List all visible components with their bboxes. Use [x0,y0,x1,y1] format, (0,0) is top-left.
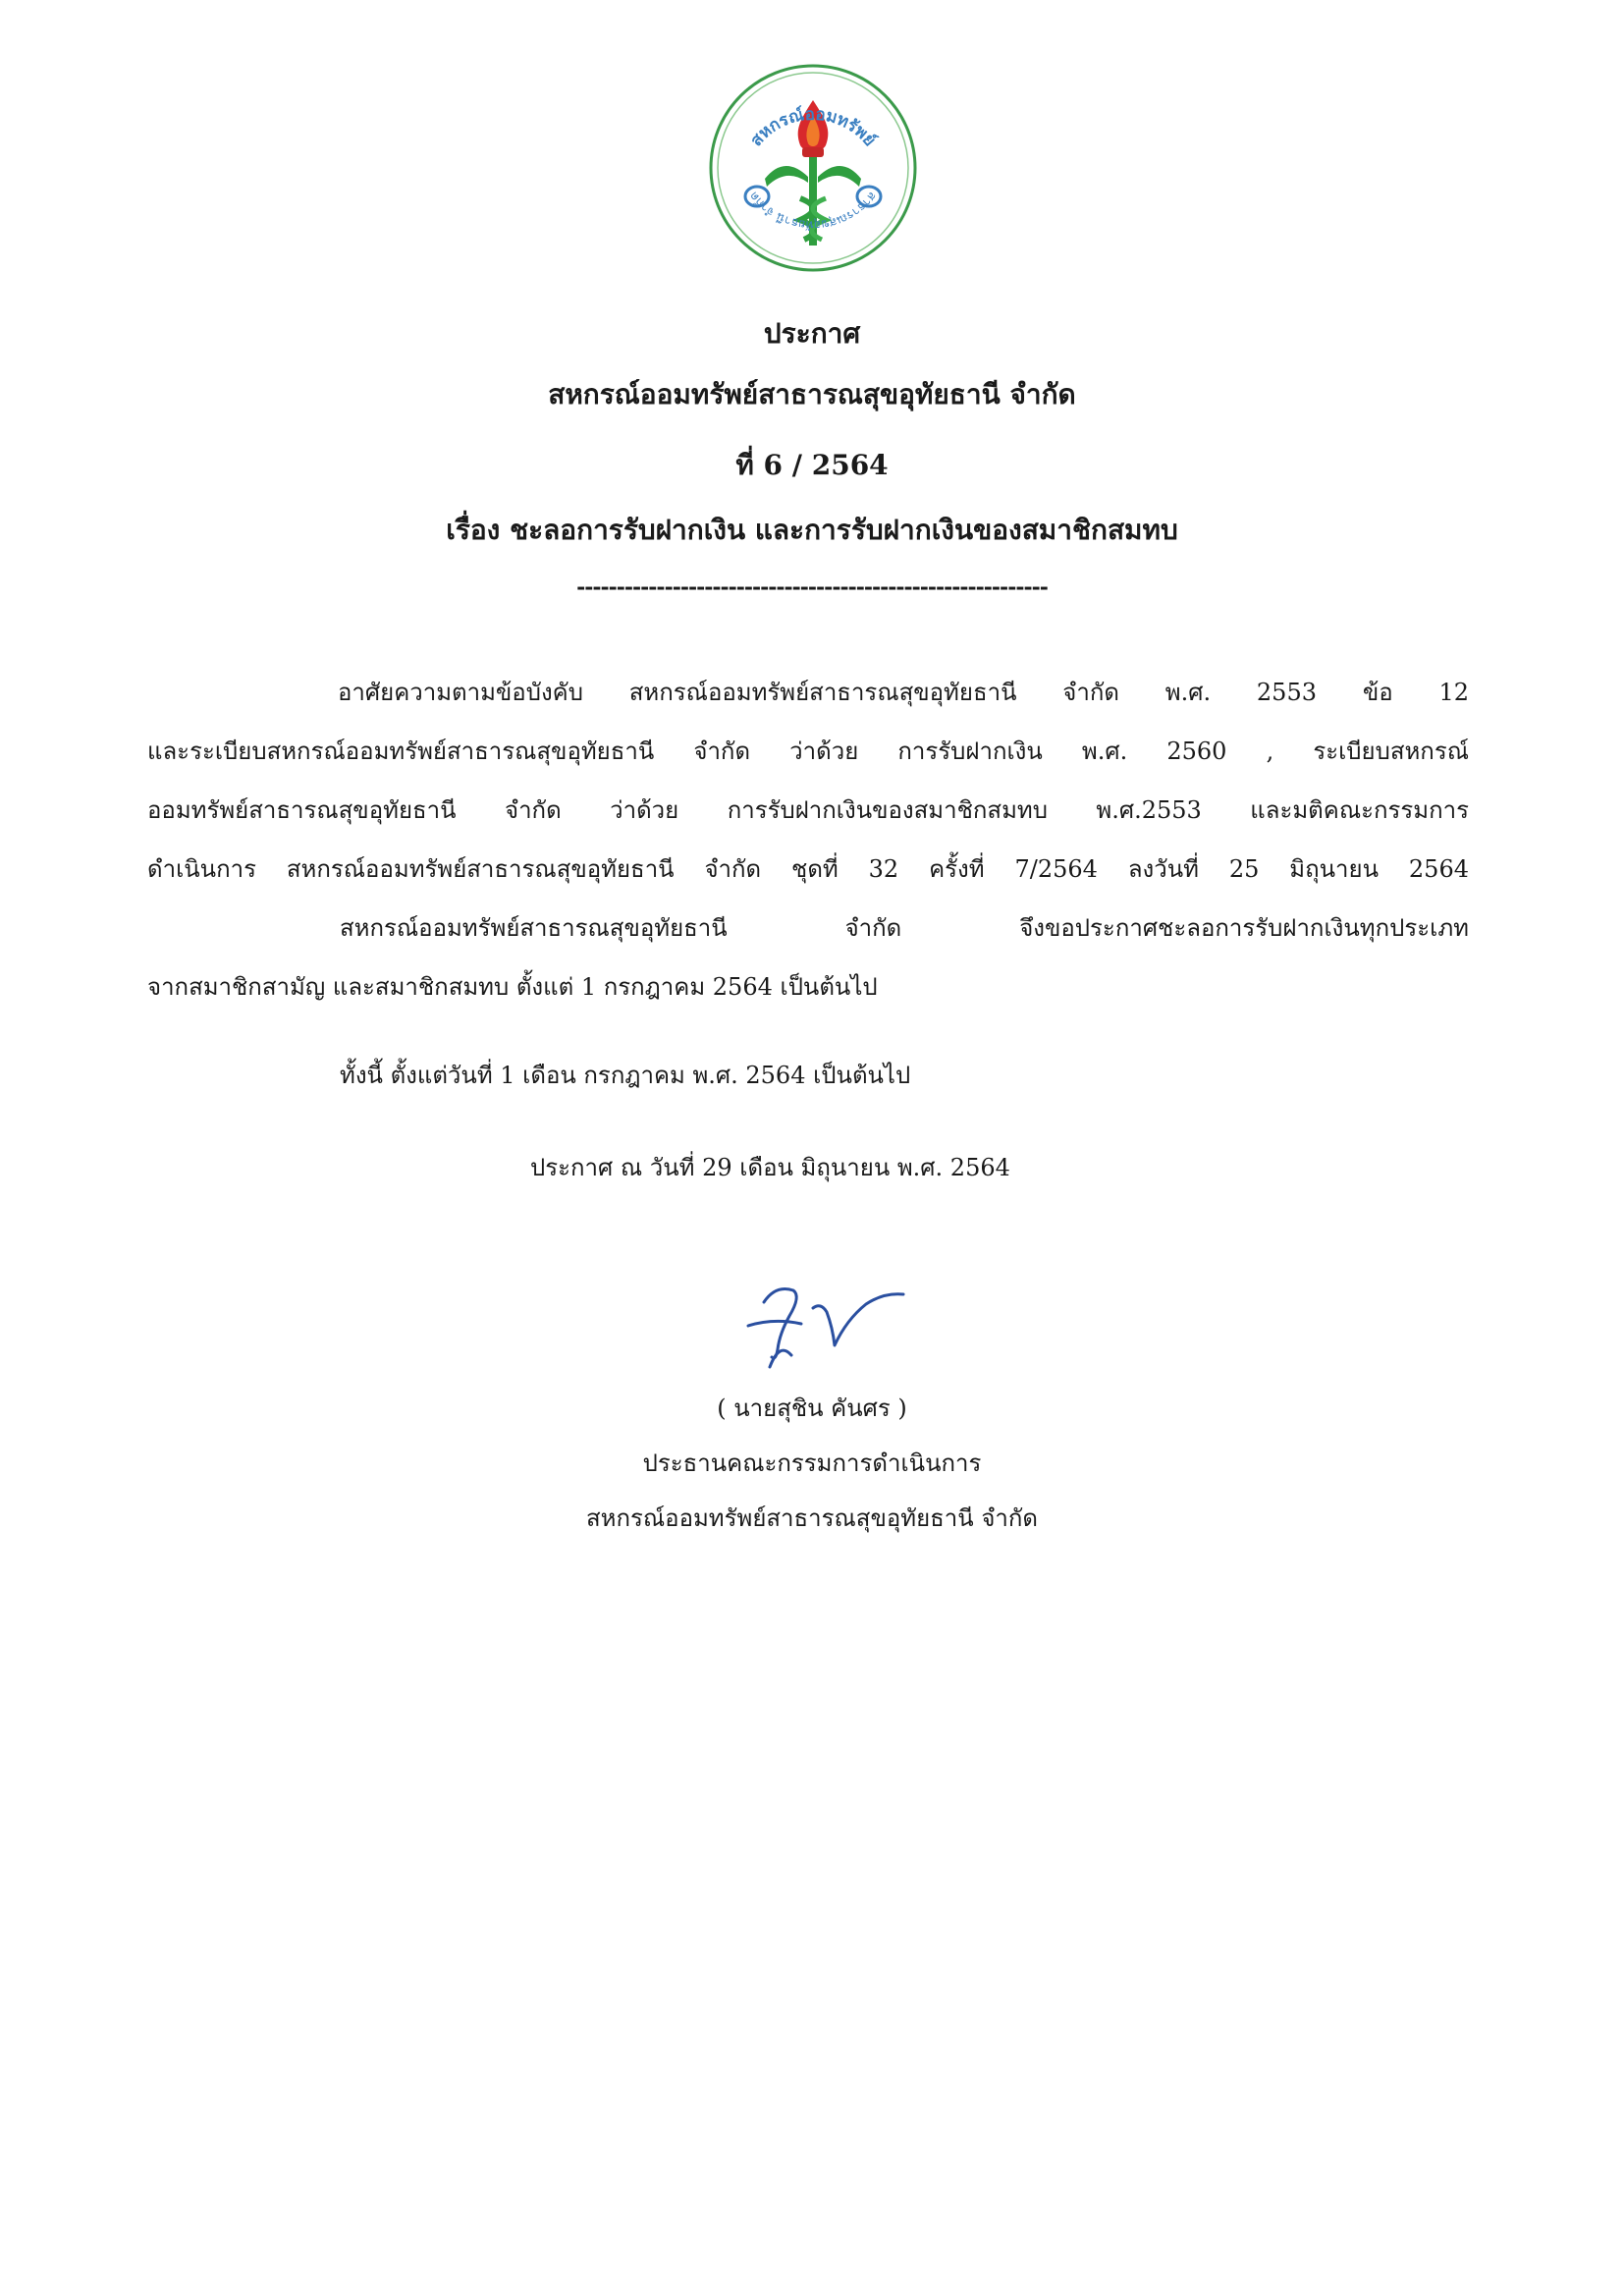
cooperative-seal-icon [706,61,920,275]
logo-bottom-text: สาธารณสุขอุทัยธานี จำกัด [746,189,880,233]
signer-organization: สหกรณ์ออมทรัพย์สาธารณสุขอุทัยธานี จำกัด [586,1504,1038,1532]
organization-name: สหกรณ์ออมทรัพย์สาธารณสุขอุทัยธานี จำกัด [548,378,1076,410]
signature-icon [736,1273,913,1371]
body-line-4: ดำเนินการ สหกรณ์ออมทรัพย์สาธารณสุขอุทัยธานี จำกัด ชุดที่ 32 ครั้งที่ 7/2564 ลงวันที่ 25 มิถุนายน 2564 [147,855,1469,883]
logo-top-text: สหกรณ์ออมทรัพย์ [746,104,880,151]
body-line-6: จากสมาชิกสามัญ และสมาชิกสมทบ ตั้งแต่ 1 กรกฎาคม 2564 เป็นต้นไป [147,973,878,1001]
handwritten-signature [736,1273,913,1371]
announcement-subject: เรื่อง ชะลอการรับฝากเงิน และการรับฝากเงินของสมาชิกสมทบ [446,514,1178,546]
body-line-5: สหกรณ์ออมทรัพย์สาธารณสุขอุทัยธานี จำกัด จึงขอประกาศชะลอการรับฝากเงินทุกประเภท [340,914,1469,942]
announcement-number: ที่ 6 / 2564 [735,449,889,481]
announced-date-line: ประกาศ ณ วันที่ 29 เดือน มิถุนายน พ.ศ. 2564 [530,1154,1010,1181]
body-line-2: และระเบียบสหกรณ์ออมทรัพย์สาธารณสุขอุทัยธานี จำกัด ว่าด้วย การรับฝากเงิน พ.ศ. 2560 , ระเบียบสหกรณ์ [147,738,1469,765]
signer-position: ประธานคณะกรรมการดำเนินการ [642,1449,982,1477]
effective-date-line: ทั้งนี้ ตั้งแต่วันที่ 1 เดือน กรกฎาคม พ.ศ. 2564 เป็นต้นไป [340,1062,911,1089]
body-line-1: อาศัยความตามข้อบังคับ สหกรณ์ออมทรัพย์สาธารณสุขอุทัยธานี จำกัด พ.ศ. 2553 ข้อ 12 [338,679,1469,706]
signer-name: ( นายสุชิน คันศร ) [717,1394,907,1422]
heading-divider: ----------------------------------------------------------- [576,574,1048,600]
announcement-title: ประกาศ [763,317,861,350]
cooperative-logo [706,61,920,275]
body-line-3: ออมทรัพย์สาธารณสุขอุทัยธานี จำกัด ว่าด้วย การรับฝากเงินของสมาชิกสมทบ พ.ศ.2553 และมติคณะกรรมการ [147,796,1469,824]
